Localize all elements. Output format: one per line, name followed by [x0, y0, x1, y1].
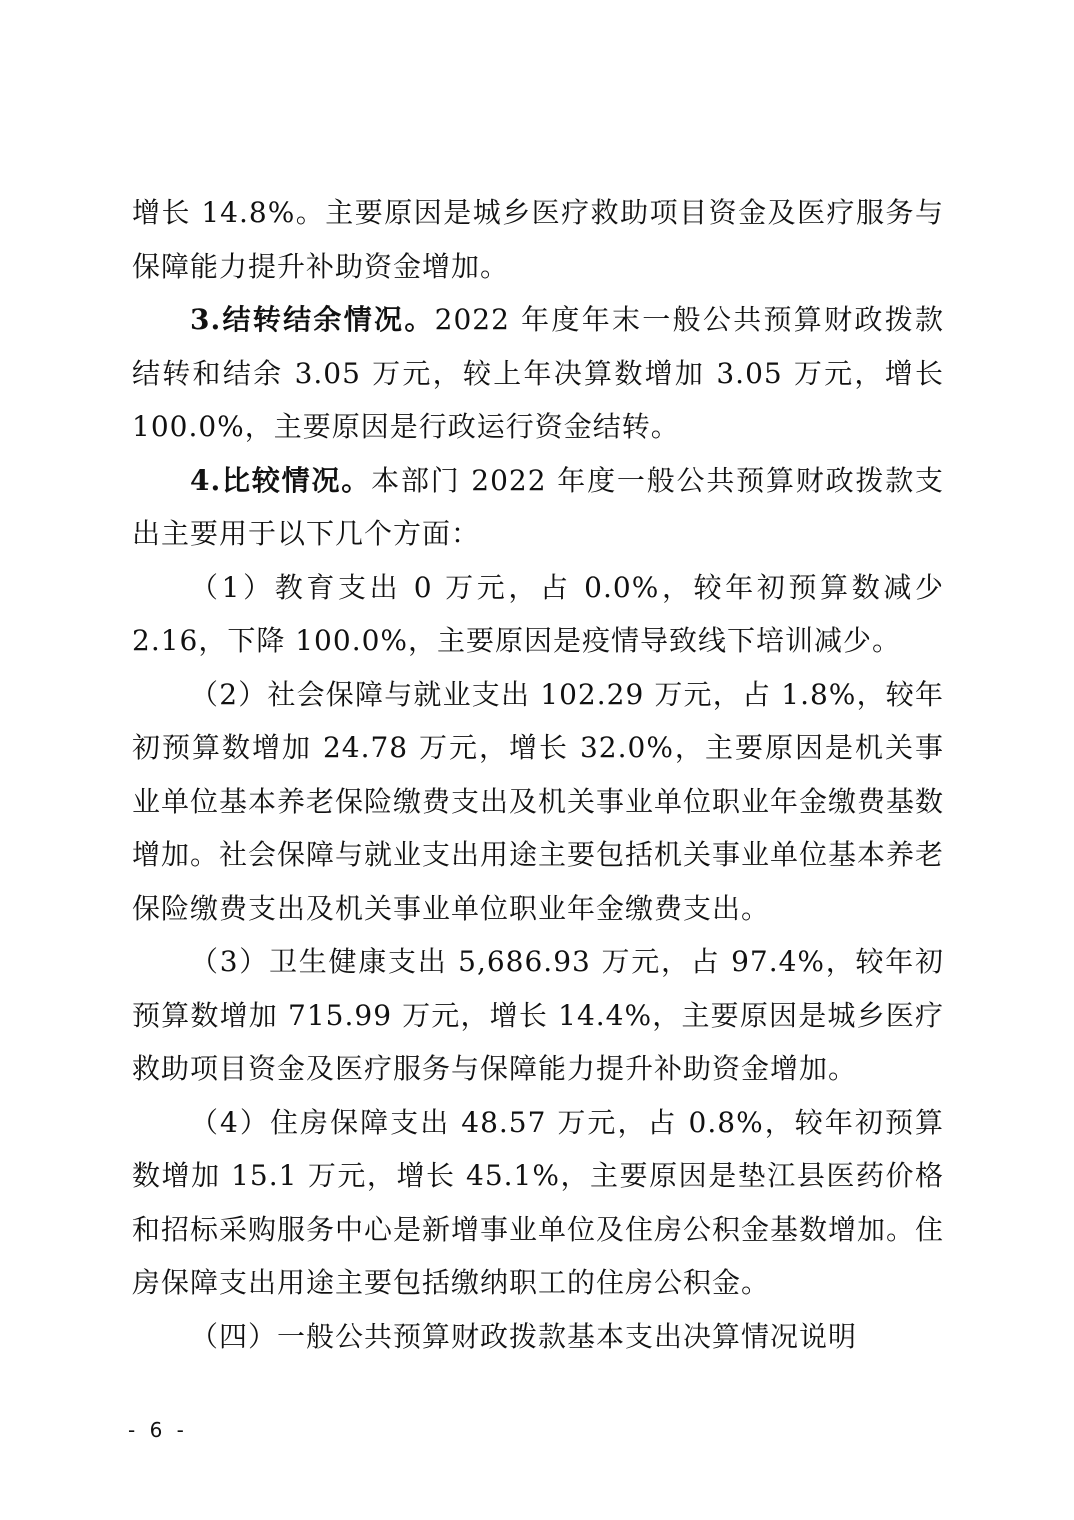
document-body [132, 186, 944, 1363]
paragraph-continuation [132, 186, 944, 293]
paragraph-text: （3）卫生健康支出 5,686.93 万元，占 97.4%，较年初预算数增加 715.99 万元，增长 14.4%，主要原因是城乡医疗救助项目资金及医疗服务与保障能力提升补助资金增加。 [132, 945, 944, 1085]
paragraph-health [132, 935, 944, 1096]
section-heading: 3.结转结余情况。 [190, 303, 435, 336]
paragraph-text: （4）住房保障支出 48.57 万元，占 0.8%，较年初预算数增加 15.1 万元，增长 45.1%，主要原因是垫江县医药价格和招标采购服务中心是新增事业单位及住房公积金基数增加。住房保障支出用途主要包括缴纳职工的住房公积金。 [132, 1105, 945, 1299]
paragraph-carryover-balance [132, 293, 944, 454]
paragraph-social-security [132, 668, 944, 936]
paragraph-education [132, 561, 944, 668]
paragraph-comparison [132, 454, 944, 561]
paragraph-housing [132, 1096, 944, 1310]
subsection-heading [132, 1310, 944, 1364]
paragraph-text: （1）教育支出 0 万元，占 0.0%，较年初预算数减少 2.16，下降 100.0%，主要原因是疫情导致线下培训减少。 [132, 570, 944, 657]
section-heading: 4.比较情况。 [190, 463, 372, 497]
paragraph-text: 增长 14.8%。主要原因是城乡医疗救助项目资金及医疗服务与保障能力提升补助资金增加。 [132, 196, 944, 283]
paragraph-text: 本部门 2022 年度一般公共预算财政拨款支出主要用于以下几个方面： [132, 463, 945, 550]
paragraph-text: （四）一般公共预算财政拨款基本支出决算情况说明 [190, 1319, 858, 1353]
page-number: - 6 - [128, 1418, 188, 1442]
paragraph-text: （2）社会保障与就业支出 102.29 万元，占 1.8%，较年初预算数增加 24.78 万元，增长 32.0%，主要原因是机关事业单位基本养老保险缴费支出及机关事业单位职业年金缴费基数增加。社会保障与就业支出用途主要包括机关事业单位基本养老保险缴费支出及机关事业单位职业年金缴费支出。 [132, 677, 945, 925]
paragraph-text: 2022 年度年末一般公共预算财政拨款结转和结余 3.05 万元，较上年决算数增加 3.05 万元，增长 100.0%，主要原因是行政运行资金结转。 [132, 303, 944, 443]
